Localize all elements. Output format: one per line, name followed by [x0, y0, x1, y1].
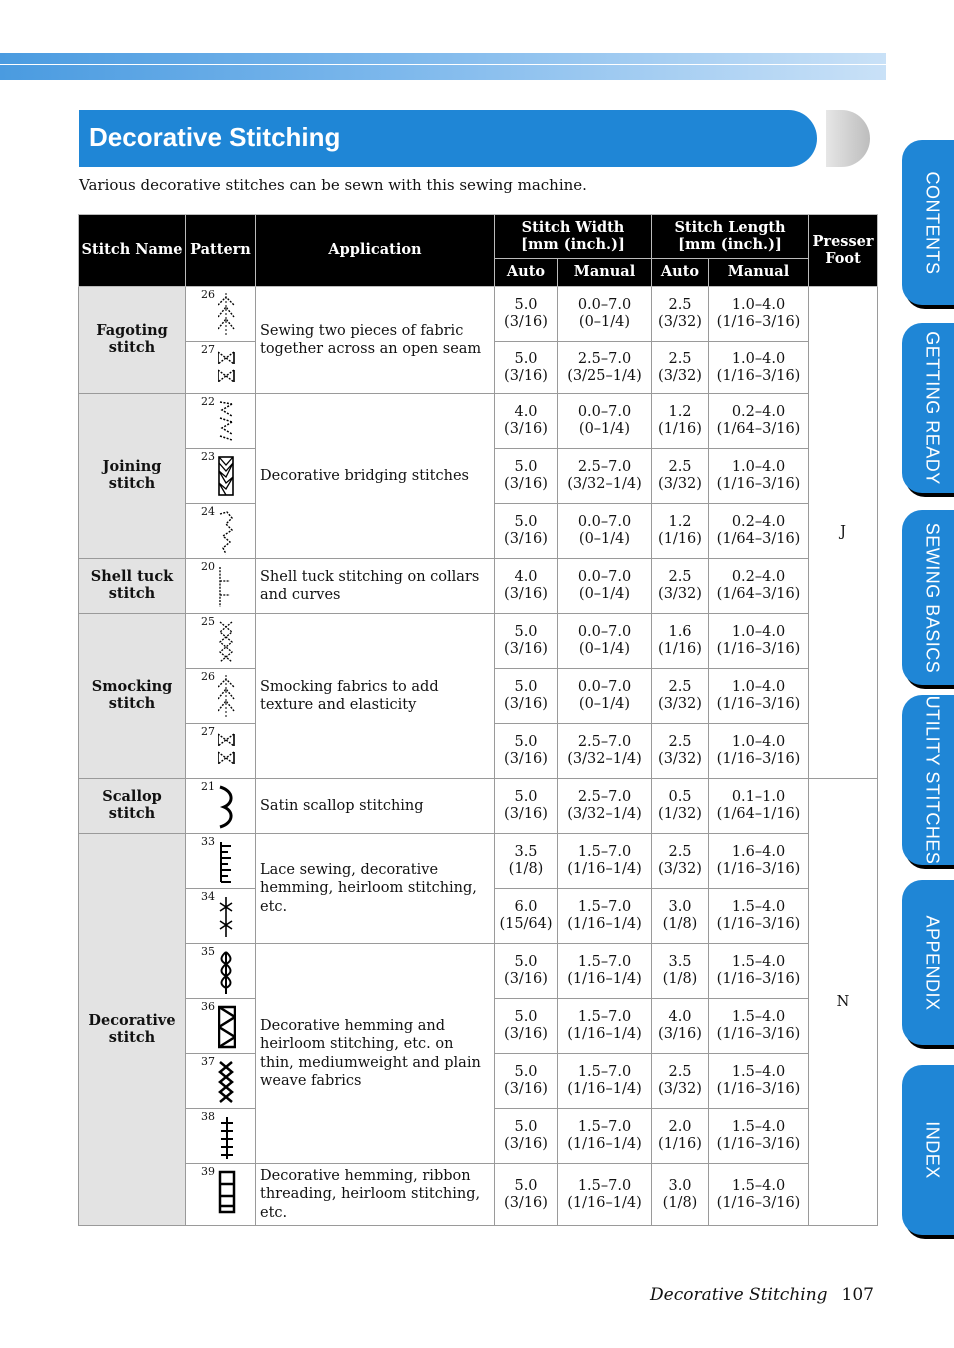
- width-manual: 0.0–7.0 (0–1/4): [558, 614, 652, 669]
- stitch-pattern-icon: [218, 455, 236, 501]
- length-auto: 3.0 (1/8): [652, 889, 709, 944]
- side-tab-label: GETTING READY: [922, 331, 943, 485]
- width-auto: 5.0 (3/16): [495, 614, 558, 669]
- width-manual: 1.5–7.0 (1/16–1/4): [558, 889, 652, 944]
- header-stitch-length: Stitch Length [mm (inch.)]: [652, 215, 809, 259]
- pattern-number: 25: [201, 615, 215, 628]
- page-footer: [650, 1285, 874, 1305]
- width-manual: 2.5–7.0 (3/32–1/4): [558, 449, 652, 504]
- pattern-cell: [186, 889, 256, 944]
- width-manual: 0.0–7.0 (0–1/4): [558, 504, 652, 559]
- pattern-number: 26: [201, 288, 215, 301]
- application-text: Satin scallop stitching: [256, 779, 495, 834]
- pattern-number: 34: [201, 890, 215, 903]
- width-auto: 5.0 (3/16): [495, 1054, 558, 1109]
- length-auto: 2.5 (3/32): [652, 449, 709, 504]
- header-length-manual: Manual: [709, 259, 809, 287]
- width-manual: 1.5–7.0 (1/16–1/4): [558, 1054, 652, 1109]
- length-auto: 2.5 (3/32): [652, 724, 709, 779]
- width-auto: 5.0 (3/16): [495, 779, 558, 834]
- page-title: Decorative Stitching: [89, 122, 341, 152]
- width-auto: 4.0 (3/16): [495, 559, 558, 614]
- length-auto: 2.5 (3/32): [652, 559, 709, 614]
- width-auto: 5.0 (3/16): [495, 287, 558, 342]
- application-text: Decorative bridging stitches: [256, 394, 495, 559]
- width-auto: 5.0 (3/16): [495, 1164, 558, 1226]
- length-auto: 0.5 (1/32): [652, 779, 709, 834]
- header-application: Application: [256, 215, 495, 287]
- width-auto: 4.0 (3/16): [495, 394, 558, 449]
- length-manual: 1.5–4.0 (1/16–3/16): [709, 999, 809, 1054]
- pattern-cell: [186, 614, 256, 669]
- pattern-cell: [186, 944, 256, 999]
- table-row: [79, 287, 878, 342]
- stitch-name-shell-tuck: Shell tuck stitch: [79, 559, 186, 614]
- pattern-number: 35: [201, 945, 215, 958]
- pattern-number: 22: [201, 395, 215, 408]
- width-manual: 2.5–7.0 (3/25–1/4): [558, 342, 652, 394]
- side-tab-label: UTILITY STITCHES: [922, 695, 943, 865]
- title-banner: [79, 110, 817, 167]
- length-manual: 1.5–4.0 (1/16–3/16): [709, 1109, 809, 1164]
- stitch-pattern-icon: [218, 565, 236, 611]
- pattern-number: 38: [201, 1110, 215, 1123]
- width-auto: 5.0 (3/16): [495, 449, 558, 504]
- width-auto: 5.0 (3/16): [495, 944, 558, 999]
- stitch-pattern-icon: [218, 348, 236, 394]
- stitch-name-decorative: Decorative stitch: [79, 834, 186, 1226]
- length-auto: 2.5 (3/32): [652, 834, 709, 889]
- pattern-number: 33: [201, 835, 215, 848]
- stitch-pattern-icon: [218, 730, 236, 776]
- application-text: Lace sewing, decorative hemming, heirloom stitching, etc.: [256, 834, 495, 944]
- pattern-cell: [186, 779, 256, 834]
- width-manual: 0.0–7.0 (0–1/4): [558, 394, 652, 449]
- side-tab-label: INDEX: [922, 1121, 943, 1179]
- pattern-cell: [186, 1164, 256, 1226]
- stitch-pattern-icon: [218, 1115, 236, 1161]
- length-manual: 0.2–4.0 (1/64–3/16): [709, 559, 809, 614]
- width-manual: 2.5–7.0 (3/32–1/4): [558, 724, 652, 779]
- pattern-number: 21: [201, 780, 215, 793]
- stitch-name-scallop: Scallop stitch: [79, 779, 186, 834]
- width-manual: 1.5–7.0 (1/16–1/4): [558, 944, 652, 999]
- pattern-number: 39: [201, 1165, 215, 1178]
- header-width-manual: Manual: [558, 259, 652, 287]
- length-manual: 1.5–4.0 (1/16–3/16): [709, 1054, 809, 1109]
- length-auto: 3.0 (1/8): [652, 1164, 709, 1226]
- application-text: Shell tuck stitching on collars and curves: [256, 559, 495, 614]
- intro-text: Various decorative stitches can be sewn with this sewing machine.: [79, 176, 587, 194]
- stitch-pattern-icon: [218, 895, 236, 941]
- width-manual: 0.0–7.0 (0–1/4): [558, 669, 652, 724]
- pattern-cell: [186, 342, 256, 394]
- header-stitch-width: Stitch Width [mm (inch.)]: [495, 215, 652, 259]
- length-manual: 1.0–4.0 (1/16–3/16): [709, 724, 809, 779]
- top-decorative-bar: [0, 53, 886, 80]
- pattern-cell: [186, 559, 256, 614]
- pattern-number: 24: [201, 505, 215, 518]
- length-auto: 2.5 (3/32): [652, 1054, 709, 1109]
- width-auto: 5.0 (3/16): [495, 999, 558, 1054]
- width-manual: 2.5–7.0 (3/32–1/4): [558, 779, 652, 834]
- presser-foot: J: [809, 287, 878, 779]
- length-manual: 1.0–4.0 (1/16–3/16): [709, 342, 809, 394]
- application-text: Decorative hemming, ribbon threading, heirloom stitching, etc.: [256, 1164, 495, 1226]
- length-manual: 0.2–4.0 (1/64–3/16): [709, 504, 809, 559]
- length-auto: 1.6 (1/16): [652, 614, 709, 669]
- length-auto: 2.5 (3/32): [652, 287, 709, 342]
- width-manual: 1.5–7.0 (1/16–1/4): [558, 834, 652, 889]
- pattern-cell: [186, 394, 256, 449]
- pattern-number: 36: [201, 1000, 215, 1013]
- side-tab-contents[interactable]: [902, 140, 954, 305]
- banner-end-cap: [826, 110, 870, 167]
- length-auto: 1.2 (1/16): [652, 504, 709, 559]
- width-auto: 5.0 (3/16): [495, 724, 558, 779]
- pattern-number: 20: [201, 560, 215, 573]
- header-width-auto: Auto: [495, 259, 558, 287]
- length-auto: 2.5 (3/32): [652, 669, 709, 724]
- side-tab-label: APPENDIX: [922, 914, 943, 1011]
- stitch-pattern-icon: [218, 785, 236, 831]
- stitch-name-smocking: Smocking stitch: [79, 614, 186, 779]
- stitch-pattern-icon: [218, 620, 236, 666]
- pattern-cell: [186, 1109, 256, 1164]
- stitch-pattern-icon: [218, 1170, 236, 1216]
- length-auto: 4.0 (3/16): [652, 999, 709, 1054]
- length-manual: 1.0–4.0 (1/16–3/16): [709, 449, 809, 504]
- table-row: [79, 614, 878, 669]
- header-presser-foot: Presser Foot: [809, 215, 878, 287]
- stitch-pattern-icon: [218, 1060, 236, 1106]
- width-manual: 1.5–7.0 (1/16–1/4): [558, 999, 652, 1054]
- application-text: Smocking fabrics to add texture and elasticity: [256, 614, 495, 779]
- length-manual: 1.5–4.0 (1/16–3/16): [709, 889, 809, 944]
- pattern-cell: [186, 834, 256, 889]
- side-tab-label: SEWING BASICS: [922, 522, 943, 673]
- side-tab-label: CONTENTS: [922, 171, 943, 274]
- stitch-settings-table: [78, 214, 878, 1226]
- length-auto: 3.5 (1/8): [652, 944, 709, 999]
- side-tab-getting-ready[interactable]: [902, 323, 954, 493]
- width-manual: 1.5–7.0 (1/16–1/4): [558, 1164, 652, 1226]
- application-text: Sewing two pieces of fabric together across an open seam: [256, 287, 495, 394]
- width-auto: 5.0 (3/16): [495, 504, 558, 559]
- footer-section-title: Decorative Stitching: [650, 1285, 828, 1305]
- pattern-number: 37: [201, 1055, 215, 1068]
- header-length-auto: Auto: [652, 259, 709, 287]
- length-manual: 1.0–4.0 (1/16–3/16): [709, 287, 809, 342]
- application-text: Decorative hemming and heirloom stitching, etc. on thin, mediumweight and plain weave fabrics: [256, 944, 495, 1164]
- page-number: 107: [841, 1285, 874, 1305]
- stitch-name-fagoting: Fagoting stitch: [79, 287, 186, 394]
- table-row: [79, 779, 878, 834]
- pattern-cell: [186, 669, 256, 724]
- pattern-cell: [186, 724, 256, 779]
- table-row: [79, 559, 878, 614]
- width-auto: 5.0 (3/16): [495, 1109, 558, 1164]
- length-manual: 0.2–4.0 (1/64–3/16): [709, 394, 809, 449]
- side-tab-utility-stitches[interactable]: [902, 695, 954, 865]
- length-manual: 1.0–4.0 (1/16–3/16): [709, 669, 809, 724]
- table-row: [79, 944, 878, 999]
- length-auto: 1.2 (1/16): [652, 394, 709, 449]
- width-auto: 5.0 (3/16): [495, 669, 558, 724]
- stitch-pattern-icon: [218, 675, 236, 721]
- side-tab-index[interactable]: [902, 1065, 954, 1235]
- pattern-cell: [186, 999, 256, 1054]
- side-tab-appendix[interactable]: [902, 880, 954, 1045]
- table-row: [79, 394, 878, 449]
- pattern-cell: [186, 449, 256, 504]
- stitch-pattern-icon: [218, 510, 236, 556]
- pattern-cell: [186, 504, 256, 559]
- width-auto: 6.0 (15/64): [495, 889, 558, 944]
- length-manual: 1.5–4.0 (1/16–3/16): [709, 944, 809, 999]
- stitch-pattern-icon: [218, 840, 236, 886]
- length-manual: 0.1–1.0 (1/64–1/16): [709, 779, 809, 834]
- width-auto: 3.5 (1/8): [495, 834, 558, 889]
- width-manual: 0.0–7.0 (0–1/4): [558, 559, 652, 614]
- pattern-cell: [186, 1054, 256, 1109]
- pattern-number: 27: [201, 343, 215, 356]
- presser-foot: N: [809, 779, 878, 1226]
- stitch-pattern-icon: [218, 293, 236, 339]
- stitch-pattern-icon: [218, 400, 236, 446]
- length-auto: 2.0 (1/16): [652, 1109, 709, 1164]
- stitch-pattern-icon: [218, 1005, 236, 1051]
- length-auto: 2.5 (3/32): [652, 342, 709, 394]
- stitch-pattern-icon: [218, 950, 236, 996]
- table-row: [79, 834, 878, 889]
- length-manual: 1.0–4.0 (1/16–3/16): [709, 614, 809, 669]
- stitch-name-joining: Joining stitch: [79, 394, 186, 559]
- table-row: [79, 1164, 878, 1226]
- pattern-cell: [186, 287, 256, 342]
- width-manual: 0.0–7.0 (0–1/4): [558, 287, 652, 342]
- length-manual: 1.6–4.0 (1/16–3/16): [709, 834, 809, 889]
- side-tab-sewing-basics[interactable]: [902, 510, 954, 685]
- header-pattern: Pattern: [186, 215, 256, 287]
- pattern-number: 23: [201, 450, 215, 463]
- header-stitch-name: Stitch Name: [79, 215, 186, 287]
- length-manual: 1.5–4.0 (1/16–3/16): [709, 1164, 809, 1226]
- width-auto: 5.0 (3/16): [495, 342, 558, 394]
- pattern-number: 27: [201, 725, 215, 738]
- pattern-number: 26: [201, 670, 215, 683]
- width-manual: 1.5–7.0 (1/16–1/4): [558, 1109, 652, 1164]
